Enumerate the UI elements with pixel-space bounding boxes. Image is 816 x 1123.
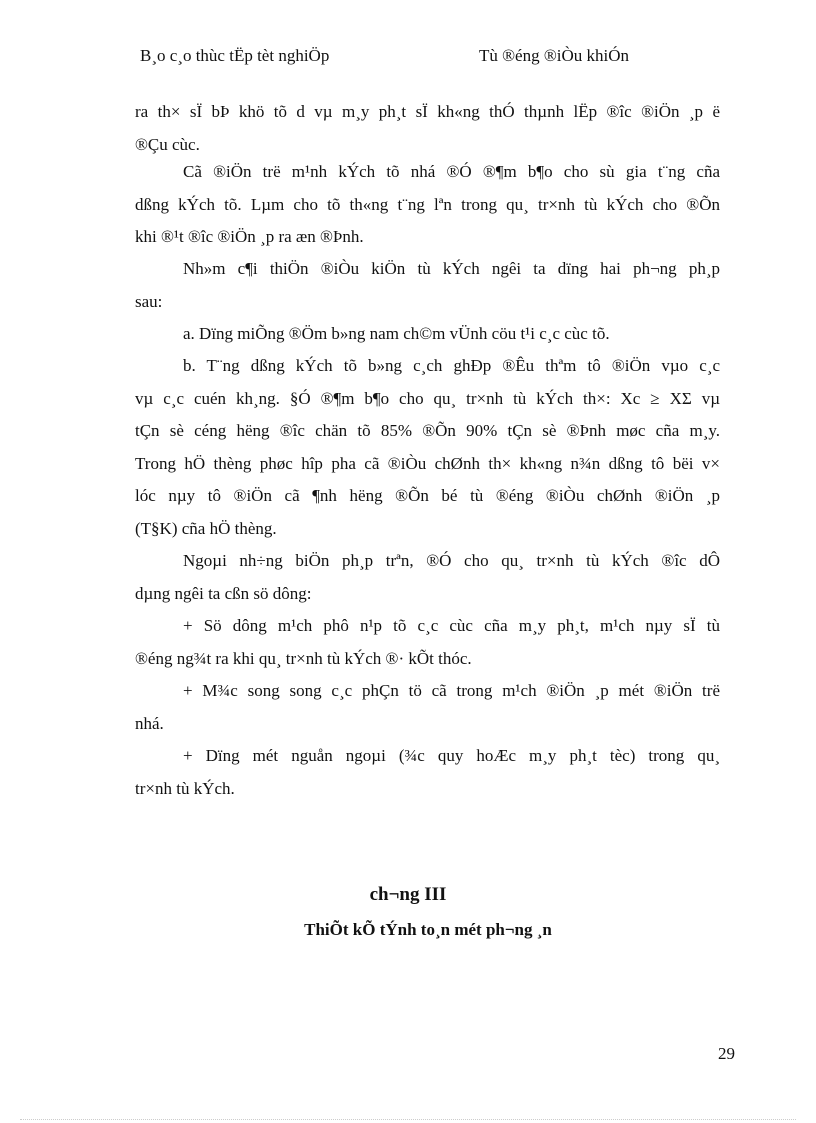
paragraph-line: + Dïng mét nguån ngoµi (¾c quy hoÆc m¸y ph¸t tèc) trong qu¸: [183, 746, 720, 765]
paragraph: [135, 740, 720, 805]
page-number: 29: [718, 1044, 735, 1063]
paragraph: [135, 156, 720, 254]
paragraph-line: ®Çu cùc.: [135, 134, 200, 154]
paragraph-line: ra th× sÏ bÞ khö tõ d vµ m¸y ph¸t sÏ kh«ng thÓ thµnh lËp ®îc ®iÖn ¸p ë: [135, 102, 720, 121]
paragraph: [135, 318, 720, 351]
paragraph-line: lóc nµy tô ®iÖn cã ¶nh hëng ®Õn bé tù ®éng ®iÒu chØnh ®iÖn ¸p: [135, 486, 720, 506]
paragraph: [135, 253, 720, 318]
paragraph-line: Nh»m c¶i thiÖn ®iÒu kiÖn tù kÝch ngêi ta dïng hai ph¬ng ph¸p: [183, 259, 720, 278]
paragraph-line: b. T¨ng dßng kÝch tõ b»ng c¸ch ghÐp ®Êu thªm tô ®iÖn vµo c¸c: [183, 356, 720, 375]
paragraph-line: sau:: [135, 291, 163, 311]
paragraph-line: dµng ngêi ta cßn sö dông:: [135, 583, 312, 603]
paragraph-line: Cã ®iÖn trë m¹nh kÝch tõ nhá ®Ó ®¶m b¶o cho sù gia t¨ng cña: [183, 162, 720, 181]
chapter-title: ch¬ng III: [369, 884, 447, 905]
running-header-left: B¸o c¸o thùc tËp tèt nghiÖp: [140, 46, 330, 65]
paragraph-line: + M¾c song song c¸c phÇn tö cã trong m¹ch ®iÖn ¸p mét ®iÖn trë: [183, 681, 720, 700]
paragraph-line: dßng kÝch tõ. Lµm cho tõ th«ng t¨ng lªn trong qu¸ tr×nh tù kÝch cho ®Õn: [135, 194, 720, 214]
paragraph: [135, 96, 720, 161]
paragraph: [135, 350, 720, 546]
page-bottom-rule: [20, 1119, 796, 1120]
paragraph-line: Ngoµi nh÷ng biÖn ph¸p trªn, ®Ó cho qu¸ tr×nh tù kÝch ®îc dÔ: [183, 551, 720, 570]
paragraph: [135, 610, 720, 675]
running-header-right: Tù ®éng ®iÒu khiÓn: [479, 46, 630, 65]
paragraph: [135, 675, 720, 740]
paragraph-line: + Sö dông m¹ch phô n¹p tõ c¸c cùc cña m¸y ph¸t, m¹ch nµy sÏ tù: [183, 616, 720, 635]
paragraph-line: nhá.: [135, 713, 164, 733]
paragraph-line: a. Dïng miÕng ®Öm b»ng nam ch©m vÜnh cöu t¹i c¸c cùc tõ.: [183, 324, 610, 343]
paragraph-line: tr×nh tù kÝch.: [135, 778, 235, 798]
chapter-subtitle: ThiÕt kÕ tÝnh to¸n mét ph¬ng ¸n: [304, 920, 552, 939]
paragraph-line: (T§K) cña hÖ thèng.: [135, 518, 277, 538]
paragraph-line: vµ c¸c cuén kh¸ng. §Ó ®¶m b¶o cho qu¸ tr×nh tù kÝch th×: Xc ≥ XΣ vµ: [135, 388, 720, 408]
paragraph-line: khi ®¹t ®îc ®iÖn ¸p ra æn ®Þnh.: [135, 227, 364, 247]
paragraph-line: tÇn sè céng hëng ®îc chän tõ 85% ®Õn 90% tÇn sè ®Þnh møc cña m¸y.: [135, 421, 720, 441]
paragraph-line: Trong hÖ thèng phøc hîp pha cã ®iÒu chØnh th× kh«ng n¾n dßng tô bëi v×: [135, 453, 720, 473]
paragraph-line: ®éng ng¾t ra khi qu¸ tr×nh tù kÝch ®· kÕt thóc.: [135, 648, 472, 668]
paragraph: [135, 545, 720, 610]
